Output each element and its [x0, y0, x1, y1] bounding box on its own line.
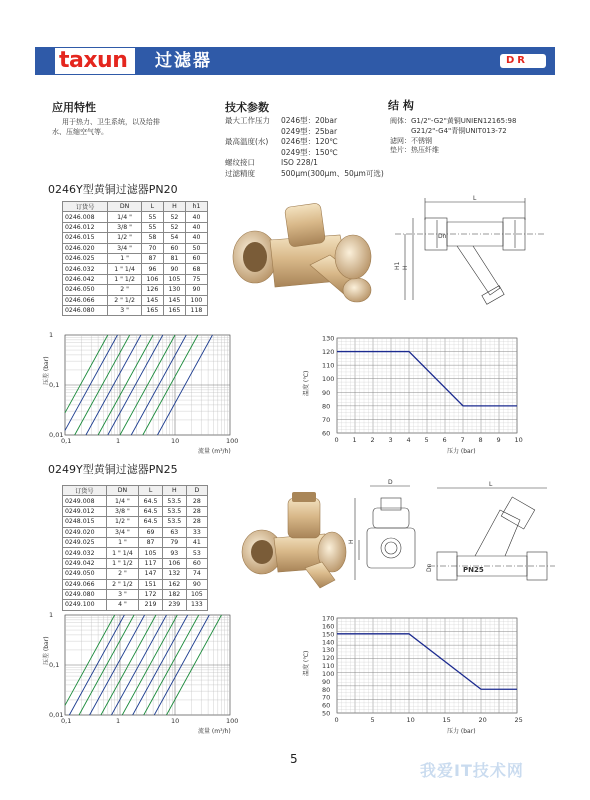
watermark: 我爱IT技术网: [420, 761, 524, 780]
y-tick-label: 60: [322, 429, 331, 438]
table-cell: 130: [163, 285, 185, 295]
table-cell: 87: [139, 537, 163, 547]
x-tick-label: 0,1: [61, 717, 72, 725]
table-cell: 33: [186, 527, 207, 537]
y-tick-label: 130: [322, 334, 335, 343]
table-cell: 28: [186, 506, 207, 516]
table-header-cell: DN: [108, 202, 142, 212]
x-tick-label: 100: [226, 437, 239, 445]
y-tick-label: 160: [322, 622, 335, 631]
table-cell: 40: [185, 222, 207, 232]
x-tick-label: 4: [406, 436, 411, 444]
table-cell: 0246.050: [63, 285, 108, 295]
section1-title: 0246Y型黄铜过滤器PN20: [48, 183, 178, 196]
table-header-cell: 订货号: [63, 202, 108, 212]
features-heading: 应用特性: [52, 101, 96, 114]
table-cell: 28: [186, 496, 207, 506]
table-row: [63, 579, 208, 589]
table-cell: 52: [163, 222, 185, 232]
tech-param-row: [225, 169, 395, 180]
x-tick-label: 7: [460, 436, 465, 444]
table-row: [63, 527, 208, 537]
table-row: [63, 253, 208, 263]
page-title: 过滤器: [155, 51, 212, 71]
table-cell: 100: [185, 295, 207, 305]
technical-drawing-0249-side: [425, 480, 555, 595]
tech-heading: 技术参数: [225, 101, 269, 114]
table-row: [63, 569, 208, 579]
table-cell: 64.5: [139, 517, 163, 527]
table-cell: 0246.020: [63, 243, 108, 253]
table-cell: 0246.032: [63, 264, 108, 274]
table-cell: 90: [185, 285, 207, 295]
x-tick-label: 0: [334, 436, 339, 444]
table-header-cell: 订货号: [63, 486, 107, 496]
table-cell: 0246.008: [63, 212, 108, 222]
table-cell: 0246.012: [63, 222, 108, 232]
drawing2-label-Dn: Dn: [426, 563, 433, 572]
table-cell: 1/4 ": [108, 212, 142, 222]
table-cell: 3/8 ": [108, 222, 142, 232]
table-row: [63, 222, 208, 232]
table-cell: 106: [162, 558, 186, 568]
tech-param-value: 0249型：25bar: [281, 126, 338, 136]
table-cell: 79: [162, 537, 186, 547]
table-header-cell: DN: [106, 486, 139, 496]
y-tick-label: 1: [49, 611, 54, 619]
table-row: [63, 233, 208, 243]
table-cell: 60: [163, 243, 185, 253]
table-cell: 182: [162, 589, 186, 599]
x-tick-label: 1: [116, 437, 121, 445]
tech-param-label: [225, 127, 281, 138]
section2-title: 0249Y型黄铜过滤器PN25: [48, 463, 178, 476]
table-cell: 60: [186, 558, 207, 568]
table-row: [63, 285, 208, 295]
y-tick-label: 120: [322, 348, 335, 357]
table-cell: 40: [185, 233, 207, 243]
x-tick-label: 15: [442, 716, 451, 724]
tech-param-row: [225, 148, 395, 159]
temp-pressure-chart-0249: [300, 610, 545, 740]
table-cell: 219: [139, 600, 163, 610]
table-cell: 3/8 ": [106, 506, 139, 516]
table-row: [63, 537, 208, 547]
x-tick-label: 3: [388, 436, 393, 444]
x-tick-label: 6: [442, 436, 447, 444]
drawing2-label-L: L: [489, 481, 493, 488]
table-cell: 53.5: [162, 506, 186, 516]
tech-param-value: 500μm(300μm、50μm可选): [281, 168, 384, 178]
x-tick-label: 5: [424, 436, 429, 444]
drawing1-label-L: L: [473, 195, 477, 202]
table-cell: 132: [162, 569, 186, 579]
table-cell: 40: [185, 212, 207, 222]
features-line-1: 用于热力、卫生系统，以及给排: [62, 118, 160, 126]
table-cell: 0249.100: [63, 600, 107, 610]
spec-table-0249: [62, 485, 208, 611]
tech-param-value: 0246型：120℃: [281, 137, 338, 146]
table-cell: 165: [141, 305, 163, 315]
drawing2-label-D: D: [388, 479, 393, 486]
y-tick-label: 70: [322, 415, 331, 424]
x-axis-label: 流量 (m³/h): [198, 728, 231, 735]
table-cell: 106: [141, 274, 163, 284]
y-tick-label: 120: [322, 654, 335, 663]
flow-chart-0249: [40, 605, 255, 740]
table-cell: 117: [139, 558, 163, 568]
x-axis-label: 流量 (m³/h): [198, 448, 231, 455]
table-row: [63, 548, 208, 558]
x-tick-label: 0,1: [61, 437, 72, 445]
table-cell: 75: [185, 274, 207, 284]
x-tick-label: 20: [478, 716, 487, 724]
table-cell: 0249.066: [63, 579, 107, 589]
table-cell: 0249.020: [63, 527, 107, 537]
x-tick-label: 10: [171, 717, 180, 725]
y-tick-label: 110: [322, 662, 335, 670]
table-row: [63, 496, 208, 506]
table-cell: 0249.008: [63, 496, 107, 506]
table-cell: 60: [185, 253, 207, 263]
table-cell: 54: [163, 233, 185, 243]
table-cell: 172: [139, 589, 163, 599]
y-tick-label: 50: [322, 709, 331, 718]
technical-drawing-0246: [395, 190, 545, 310]
table-row: [63, 264, 208, 274]
y-tick-label: 170: [322, 614, 335, 623]
y-tick-label: 80: [322, 402, 331, 411]
table-cell: 87: [141, 253, 163, 263]
y-tick-label: 100: [322, 375, 335, 384]
brand-logo: taxun: [59, 48, 128, 73]
y-tick-label: 0,01: [49, 431, 64, 439]
y-tick-label: 0,01: [49, 711, 64, 719]
table-row: [63, 295, 208, 305]
y-tick-label: 150: [322, 630, 335, 639]
y-tick-label: 140: [322, 638, 335, 647]
table-row: [63, 305, 208, 315]
table-cell: 81: [163, 253, 185, 263]
table-cell: 145: [141, 295, 163, 305]
y-tick-label: 130: [322, 646, 335, 655]
table-cell: 28: [186, 517, 207, 527]
table-row: [63, 589, 208, 599]
table-cell: 52: [163, 212, 185, 222]
table-cell: 0249.080: [63, 589, 107, 599]
x-tick-label: 8: [478, 436, 483, 444]
y-tick-label: 1: [49, 331, 54, 339]
x-tick-label: 100: [226, 717, 239, 725]
x-tick-label: 10: [514, 436, 523, 444]
y-tick-label: 100: [322, 669, 335, 678]
table-cell: 151: [139, 579, 163, 589]
table-cell: 105: [139, 548, 163, 558]
table-cell: 63: [162, 527, 186, 537]
x-tick-label: 25: [514, 716, 523, 724]
table-cell: 4 ": [106, 600, 139, 610]
tech-param-label: 最高温度(水): [225, 137, 269, 146]
table-header-cell: H: [163, 202, 185, 212]
table-cell: 1 ": [108, 253, 142, 263]
table-cell: 0246.042: [63, 274, 108, 284]
tech-params-list: [225, 116, 395, 179]
tech-param-row: [225, 116, 395, 127]
tech-param-row: [225, 137, 395, 148]
table-cell: 133: [186, 600, 207, 610]
table-header-cell: H: [162, 486, 186, 496]
table-header-cell: L: [139, 486, 163, 496]
table-cell: 239: [162, 600, 186, 610]
table-cell: 0246.025: [63, 253, 108, 263]
x-tick-label: 2: [370, 436, 375, 444]
table-cell: 105: [186, 589, 207, 599]
tech-param-label: 最大工作压力: [225, 116, 270, 125]
table-cell: 0249.032: [63, 548, 107, 558]
structure-line-4: 垫片：热压纤维: [390, 146, 439, 154]
table-cell: 0249.042: [63, 558, 107, 568]
y-tick-label: 90: [322, 388, 331, 397]
table-cell: 53.5: [162, 517, 186, 527]
valve-photo-0249: [230, 490, 350, 595]
y-tick-label: 90: [322, 677, 331, 686]
drawing2-label-H: H: [348, 539, 355, 544]
table-row: [63, 274, 208, 284]
y-tick-label: 110: [322, 361, 335, 370]
structure-line-3: 滤网：不锈钢: [390, 137, 432, 145]
x-tick-label: 1: [352, 436, 357, 444]
drawing2-label-pn25: PN25: [463, 566, 484, 574]
table-cell: 64.5: [139, 506, 163, 516]
table-cell: 0246.015: [63, 233, 108, 243]
table-cell: 1 ": [106, 537, 139, 547]
x-axis-label: 压力 (bar): [447, 728, 476, 735]
table-cell: 0248.015: [63, 517, 107, 527]
table-cell: 2 ": [108, 285, 142, 295]
table-row: [63, 506, 208, 516]
tech-param-row: [225, 158, 395, 169]
table-cell: 1/4 ": [106, 496, 139, 506]
table-cell: 0249.050: [63, 569, 107, 579]
table-row: [63, 517, 208, 527]
flow-chart-0246: [40, 325, 255, 460]
table-cell: 69: [139, 527, 163, 537]
structure-line-1: 阀体：G1/2"-G2"黄铜UNIEN12165:98: [390, 117, 517, 125]
table-header-cell: D: [186, 486, 207, 496]
tech-param-label: 过滤精度: [225, 168, 255, 178]
table-cell: 1/2 ": [106, 517, 139, 527]
x-tick-label: 5: [370, 716, 375, 724]
x-tick-label: 10: [171, 437, 180, 445]
tech-param-value: 0246型：20bar: [281, 116, 338, 125]
x-tick-label: 0: [334, 716, 339, 724]
x-tick-label: 9: [496, 436, 501, 444]
tech-param-label: 螺纹接口: [225, 158, 255, 167]
table-cell: 1 " 1/4: [106, 548, 139, 558]
table-cell: 53: [186, 548, 207, 558]
y-tick-label: 0,1: [49, 381, 60, 389]
table-cell: 1 " 1/2: [108, 274, 142, 284]
y-axis-label: 压差 (bar): [43, 356, 50, 385]
table-cell: 126: [141, 285, 163, 295]
table-cell: 50: [185, 243, 207, 253]
tech-param-value: ISO 228/1: [281, 158, 318, 167]
structure-heading: 结 构: [388, 99, 414, 112]
y-axis-label: 压差 (bar): [43, 636, 50, 665]
table-cell: 53.5: [162, 496, 186, 506]
y-tick-label: 80: [322, 685, 331, 694]
table-cell: 3/4 ": [108, 243, 142, 253]
features-line-2: 水、压缩空气等。: [52, 128, 108, 136]
table-cell: 0246.066: [63, 295, 108, 305]
table-cell: 96: [141, 264, 163, 274]
x-tick-label: 10: [406, 716, 415, 724]
dr-badge-text: DR: [506, 55, 529, 66]
structure-line-2: G21/2"-G4"青铜UNIT013-72: [411, 127, 507, 135]
table-cell: 55: [141, 212, 163, 222]
table-cell: 147: [139, 569, 163, 579]
table-cell: 162: [162, 579, 186, 589]
table-cell: 74: [186, 569, 207, 579]
table-cell: 0249.025: [63, 537, 107, 547]
table-cell: 2 " 1/2: [106, 579, 139, 589]
table-row: [63, 243, 208, 253]
table-cell: 2 " 1/2: [108, 295, 142, 305]
valve-photo-0246: [225, 195, 385, 310]
table-header-cell: L: [141, 202, 163, 212]
table-cell: 105: [163, 274, 185, 284]
table-cell: 145: [163, 295, 185, 305]
table-cell: 1/2 ": [108, 233, 142, 243]
table-row: [63, 212, 208, 222]
y-axis-label: 温度 (℃): [303, 370, 310, 396]
table-cell: 90: [163, 264, 185, 274]
table-cell: 1 " 1/2: [106, 558, 139, 568]
y-tick-label: 60: [322, 701, 331, 710]
table-cell: 0249.012: [63, 506, 107, 516]
drawing1-label-H: H: [402, 265, 409, 270]
table-row: [63, 558, 208, 568]
tech-param-value: 0249型：150℃: [281, 147, 338, 157]
table-cell: 64.5: [139, 496, 163, 506]
page-number: 5: [290, 752, 298, 766]
tech-param-label: [225, 148, 281, 159]
table-cell: 68: [185, 264, 207, 274]
x-axis-label: 压力 (bar): [447, 448, 476, 455]
table-cell: 90: [186, 579, 207, 589]
table-cell: 1 " 1/4: [108, 264, 142, 274]
table-header-cell: h1: [185, 202, 207, 212]
drawing1-label-Dn: Dn: [438, 233, 447, 240]
technical-drawing-0249-front: [345, 480, 425, 590]
table-cell: 2 ": [106, 569, 139, 579]
table-cell: 55: [141, 222, 163, 232]
table-cell: 3 ": [106, 589, 139, 599]
table-cell: 93: [162, 548, 186, 558]
drawing1-label-H1: H1: [394, 261, 401, 270]
tech-param-row: [225, 127, 395, 138]
table-cell: 0246.080: [63, 305, 108, 315]
y-tick-label: 0,1: [49, 661, 60, 669]
table-cell: 165: [163, 305, 185, 315]
x-tick-label: 1: [116, 717, 121, 725]
table-cell: 118: [185, 305, 207, 315]
table-cell: 41: [186, 537, 207, 547]
y-tick-label: 70: [322, 693, 331, 702]
table-cell: 58: [141, 233, 163, 243]
temp-pressure-chart-0246: [300, 330, 545, 460]
table-cell: 3 ": [108, 305, 142, 315]
table-cell: 3/4 ": [106, 527, 139, 537]
table-cell: 70: [141, 243, 163, 253]
y-axis-label: 温度 (℃): [303, 650, 310, 676]
spec-table-0246: [62, 201, 208, 316]
